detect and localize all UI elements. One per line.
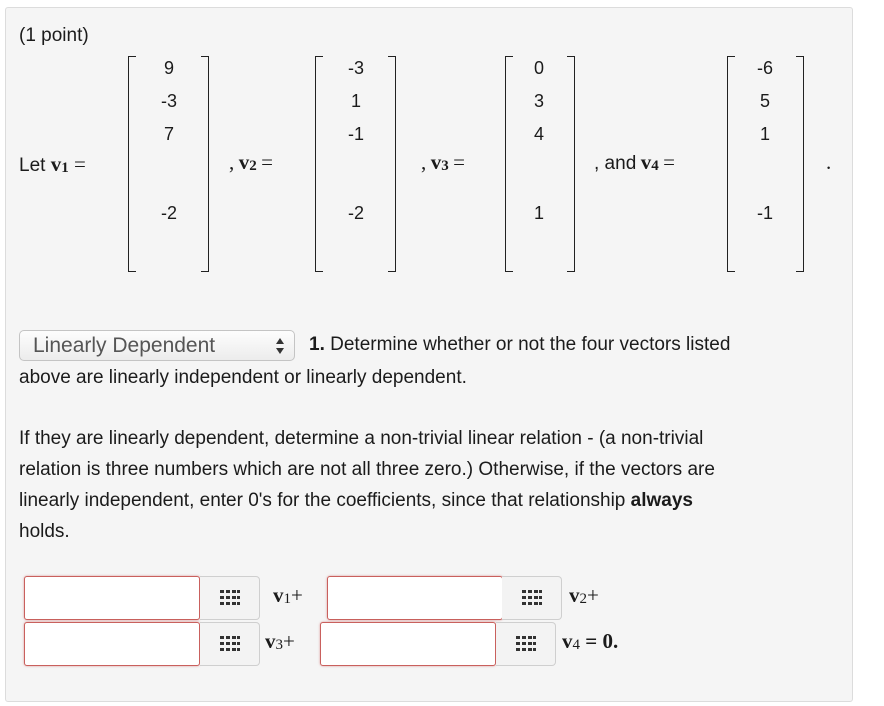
coefficient-v3-input[interactable] <box>24 622 200 666</box>
coefficient-v1-input[interactable] <box>24 576 200 620</box>
right-bracket <box>201 56 209 272</box>
grid-icon <box>516 636 536 652</box>
matrix-entry: 9 <box>163 58 174 78</box>
statement-period: . <box>826 150 832 174</box>
v2-label: , v2 = <box>229 150 273 174</box>
points-label: (1 point) <box>19 25 89 46</box>
instructions: If they are linearly dependent, determine a non-trivial linear relation - (a non-trivial relation is three numbers which are not all three zero.) Otherwise, if the vectors are linearly independent, enter 0's for the coefficients, since that relationship always holds. <box>19 428 715 542</box>
v3-label: , v3 = <box>421 150 465 174</box>
dependence-select[interactable] <box>19 330 295 361</box>
matrix-entry: -2 <box>347 203 364 223</box>
v4-label: , and v4 = <box>594 150 676 174</box>
matrix-entry: 5 <box>759 91 770 111</box>
equation-editor-button[interactable] <box>200 576 260 620</box>
left-bracket <box>727 56 735 272</box>
coefficient-v4-input[interactable] <box>320 622 496 666</box>
left-bracket <box>505 56 513 272</box>
matrix-entry: 4 <box>533 124 544 144</box>
question-1-line1: 1. Determine whether or not the four vectors listed <box>309 334 731 355</box>
v2-term-label: v2+ <box>569 583 599 607</box>
right-bracket <box>388 56 396 272</box>
v1-term-label: v1+ <box>273 583 303 607</box>
v3-term-label: v3+ <box>265 629 295 653</box>
grid-icon <box>220 636 240 652</box>
matrix-entry: 1 <box>350 91 361 111</box>
equation-editor-button[interactable] <box>502 576 562 620</box>
matrix-entry: 7 <box>163 124 174 144</box>
left-bracket <box>315 56 323 272</box>
question-1-line2: above are linearly independent or linearly dependent. <box>19 367 467 388</box>
grid-icon <box>220 590 240 606</box>
right-bracket <box>796 56 804 272</box>
matrix-entry: 0 <box>533 58 544 78</box>
matrix-entry: -6 <box>756 58 773 78</box>
grid-icon <box>522 590 542 606</box>
coefficient-v2-input[interactable] <box>327 576 503 620</box>
let-label: Let v1 = <box>19 152 86 176</box>
matrix-entry: 3 <box>533 91 544 111</box>
matrix-entry: -3 <box>160 91 177 111</box>
select-value: Linearly Dependent <box>33 334 216 357</box>
matrix-entry: -3 <box>347 58 364 78</box>
v4-term-label: v4 = 0. <box>562 629 619 653</box>
select-arrows-icon <box>274 335 286 357</box>
matrix-entry: -1 <box>756 203 773 223</box>
matrix-entry: 1 <box>759 124 770 144</box>
v1-symbol: v1 <box>50 152 69 176</box>
right-bracket <box>567 56 575 272</box>
equation-editor-button[interactable] <box>200 622 260 666</box>
equation-editor-button[interactable] <box>496 622 556 666</box>
matrix-entry: 1 <box>533 203 544 223</box>
matrix-entry: -1 <box>347 124 364 144</box>
left-bracket <box>128 56 136 272</box>
matrix-entry: -2 <box>160 203 177 223</box>
